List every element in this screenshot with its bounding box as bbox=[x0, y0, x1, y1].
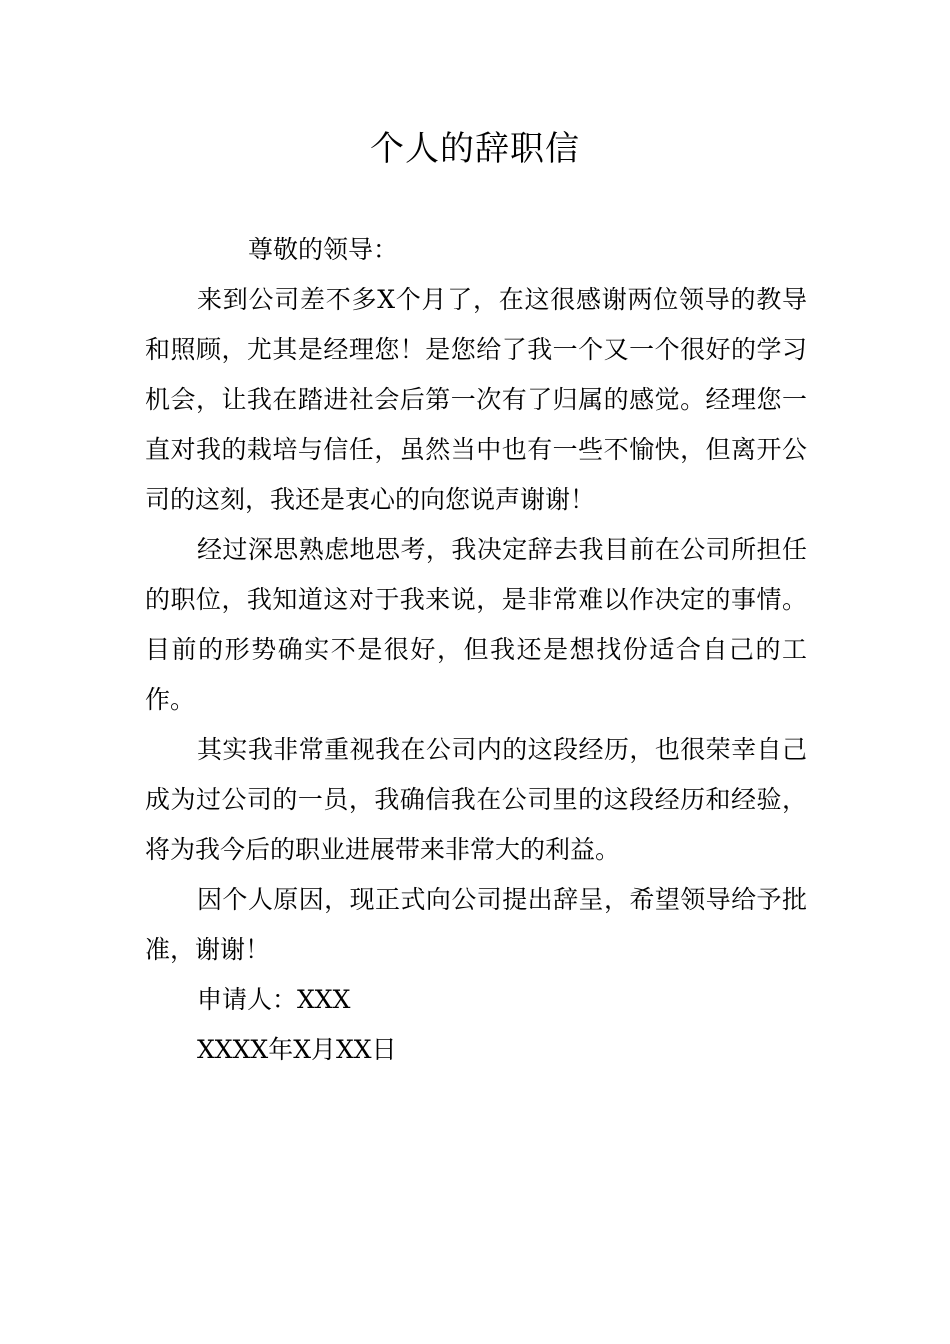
paragraph-request: 因个人原因，现正式向公司提出辞呈，希望领导给予批准，谢谢！ bbox=[145, 885, 807, 964]
letter-body bbox=[145, 225, 807, 1075]
document-title: 个人的辞职信 bbox=[370, 129, 580, 169]
date-line: XXXX年X月XX日 bbox=[197, 1035, 397, 1064]
salutation: 尊敬的领导： bbox=[248, 235, 399, 264]
paragraph-experience: 其实我非常重视我在公司内的这段经历，也很荣幸自己成为过公司的一员，我确信我在公司里的这段经历和经验，将为我今后的职业进展带来非常大的利益。 bbox=[145, 735, 807, 864]
applicant-line: 申请人：XXX bbox=[197, 985, 351, 1014]
paragraph-decision: 经过深思熟虑地思考，我决定辞去我目前在公司所担任的职位，我知道这对于我来说，是非常难以作决定的事情。目前的形势确实不是很好，但我还是想找份适合自己的工作。 bbox=[145, 535, 807, 714]
paragraph-gratitude: 来到公司差不多X个月了，在这很感谢两位领导的教导和照顾，尤其是经理您！是您给了我一个又一个很好的学习机会，让我在踏进社会后第一次有了归属的感觉。经理您一直对我的栽培与信任，虽然当中也有一些不愉快，但离开公司的这刻，我还是衷心的向您说声谢谢！ bbox=[145, 285, 807, 514]
